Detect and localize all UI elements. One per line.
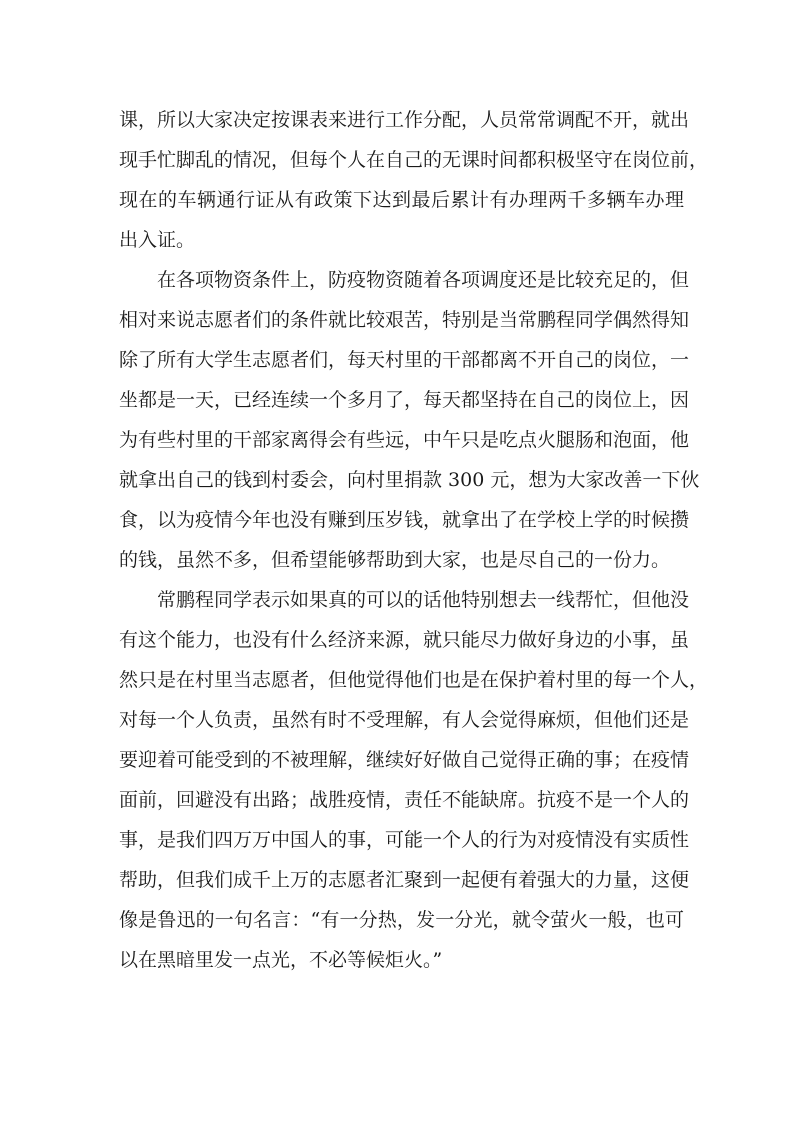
text-line: 现手忙脚乱的情况，但每个人在自己的无课时间都积极坚守在岗位前， <box>119 149 709 171</box>
paragraph-1 <box>119 100 709 260</box>
text-line: 的钱，虽然不多，但希望能够帮助到大家，也是尽自己的一份力。 <box>119 549 671 571</box>
text-line: 相对来说志愿者们的条件就比较艰苦，特别是当常鹏程同学偶然得知 <box>119 309 690 331</box>
text-line: 课，所以大家决定按课表来进行工作分配，人员常常调配不开，就出 <box>119 109 690 131</box>
text-line: 像是鲁迅的一句名言：“有一分热，发一分光，就令萤火一般，也可 <box>119 909 684 931</box>
text-line: 食，以为疫情今年也没有赚到压岁钱，就拿出了在学校上学的时候攒 <box>119 509 690 531</box>
text-line: 除了所有大学生志愿者们，每天村里的干部都离不开自己的岗位，一 <box>119 349 690 371</box>
text-line: 面前，回避没有出路；战胜疫情，责任不能缺席。抗疫不是一个人的 <box>119 789 690 811</box>
paragraph-2 <box>119 260 700 580</box>
text-line: 然只是在村里当志愿者，但他觉得他们也是在保护着村里的每一个人， <box>119 669 709 691</box>
text-line: 有这个能力，也没有什么经济来源，就只能尽力做好身边的小事，虽 <box>119 629 690 651</box>
text-line: 在各项物资条件上，防疫物资随着各项调度还是比较充足的，但 <box>157 269 690 291</box>
text-line: 帮助，但我们成千上万的志愿者汇聚到一起便有着强大的力量，这便 <box>119 869 690 891</box>
body-text <box>119 100 709 980</box>
text-line: 对每一个人负责，虽然有时不受理解，有人会觉得麻烦，但他们还是 <box>119 709 690 731</box>
text-line: 以在黑暗里发一点光，不必等候炬火。” <box>119 949 443 971</box>
text-line: 事，是我们四万万中国人的事，可能一个人的行为对疫情没有实质性 <box>119 829 690 851</box>
text-line: 就拿出自己的钱到村委会，向村里捐款 300 元，想为大家改善一下伙 <box>119 469 700 491</box>
text-line: 常鹏程同学表示如果真的可以的话他特别想去一线帮忙，但他没 <box>157 589 690 611</box>
paragraph-3 <box>119 580 709 980</box>
text-line: 要迎着可能受到的不被理解，继续好好做自己觉得正确的事；在疫情 <box>119 749 690 771</box>
text-line: 出入证。 <box>119 229 196 251</box>
text-line: 现在的车辆通行证从有政策下达到最后累计有办理两千多辆车办理 <box>119 189 684 211</box>
text-line: 为有些村里的干部家离得会有些远，中午只是吃点火腿肠和泡面，他 <box>119 429 690 451</box>
text-line: 坐都是一天，已经连续一个多月了，每天都坚持在自己的岗位上，因 <box>119 389 690 411</box>
